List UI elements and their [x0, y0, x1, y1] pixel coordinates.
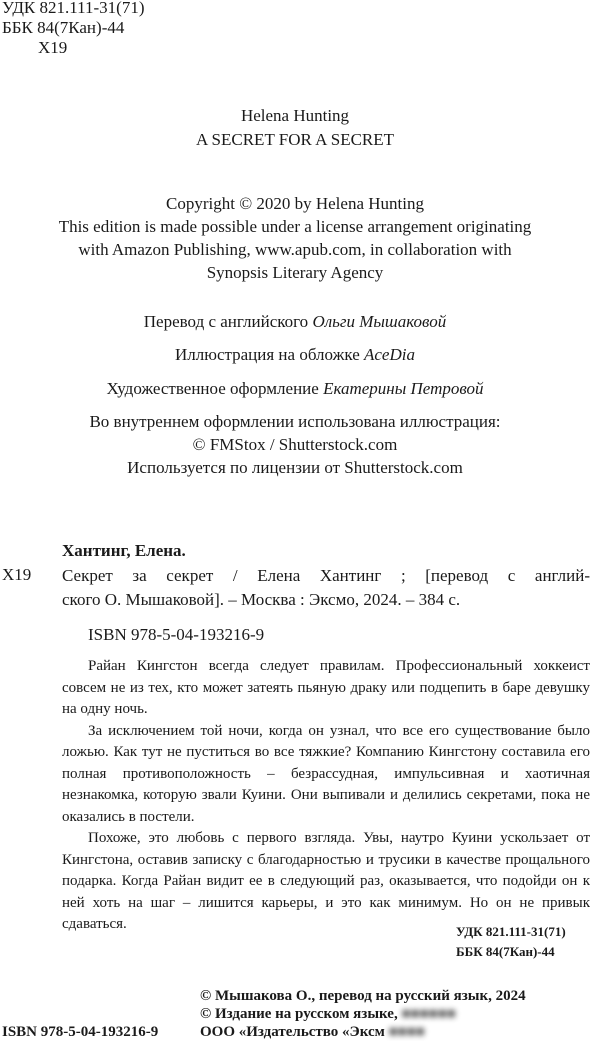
udk-code: УДК 821.111-31(71) [2, 0, 145, 17]
blurred-text: ■■■■■■ [401, 1006, 456, 1022]
original-title: A SECRET FOR A SECRET [195, 130, 395, 149]
copyright-line: Copyright © 2020 by Helena Hunting [166, 194, 424, 213]
original-author: Helena Hunting [240, 106, 350, 125]
bibliographic-record [62, 564, 590, 612]
top-classification-codes [2, 0, 144, 58]
author-cipher: Х19 [38, 38, 68, 57]
bibliography-cipher: Х19 [2, 565, 32, 584]
bbk-code-bottom: ББК 84(7Кан)-44 [456, 944, 555, 959]
bibliography-line: ского О. Мышаковой]. – Москва : Эксмо, 2024. – 384 с. [62, 590, 461, 609]
design-label: Художественное оформление [106, 379, 319, 398]
rights-line: © Мышакова О., перевод на русский язык, 2024 [200, 988, 526, 1004]
copyright-line: Synopsis Literary Agency [206, 263, 384, 282]
cover-credit [0, 343, 590, 367]
bibliography-author: Хантинг, Елена. [62, 541, 186, 560]
original-title-block [0, 104, 590, 152]
copyright-line: with Amazon Publishing, www.apub.com, in collaboration with [78, 240, 512, 259]
bbk-code: ББК 84(7Кан)-44 [2, 18, 125, 37]
illustration-note [0, 410, 590, 479]
design-credit [0, 377, 590, 401]
rights-text: © Издание на русском языке, [200, 1006, 398, 1022]
cover-artist-name: AceDia [364, 345, 415, 364]
bibliography-isbn: ISBN 978-5-04-193216-9 [88, 625, 265, 644]
annotation [62, 656, 590, 936]
annotation-paragraph: Райан Кингстон всегда следует правилам. Профессиональный хоккеист совсем не из тех, кто может затеять пьяную драку или подцепить в баре девушку на одну ночь. [62, 658, 590, 717]
translation-credit [0, 310, 590, 334]
copyright-block [0, 192, 590, 284]
blurred-text: ■■■■ [388, 1024, 425, 1040]
rights-line [200, 1023, 526, 1041]
isbn-bottom: ISBN 978-5-04-193216-9 [2, 1024, 159, 1040]
cover-label: Иллюстрация на обложке [175, 345, 360, 364]
illustration-line: Используется по лицензии от Shutterstock.com [127, 458, 463, 477]
udk-code-bottom: УДК 821.111-31(71) [456, 924, 566, 939]
rights-line [200, 1005, 526, 1023]
copyright-line: This edition is made possible under a license arrangement originating [58, 217, 532, 236]
designer-name: Екатерины Петровой [323, 379, 484, 398]
annotation-paragraph: Похоже, это любовь с первого взгляда. Увы, наутро Куини ускользает от Кингстона, оставив записку с благодарностью и трусики в качестве прощального подарка. Когда Райан видит ее в следующий раз, оказывается, что подойди он к ней хоть на шаг – лишится карьеры, и это как минимум. Но он не привык сдаваться. [62, 830, 590, 932]
bottom-classification-codes [456, 922, 566, 962]
bibliography-line: Секрет за секрет / Елена Хантинг ; [перевод с англий- [62, 566, 590, 585]
illustration-line: © FMStox / Shutterstock.com [192, 435, 398, 454]
rights-block [200, 987, 526, 1041]
rights-text: ООО «Издательство «Эксм [200, 1024, 385, 1040]
annotation-paragraph: За исключением той ночи, когда он узнал, что все его существование было ложью. Как тут не пуститься во все тяжкие? Компанию Кингстону составила его полная противоположность – безрассудная, импульсивная и хаотичная незнакомка, которую звали Куини. Они выпивали и делились секретами, пока не оказались в постели. [62, 722, 590, 825]
translator-name: Ольги Мышаковой [312, 312, 447, 331]
illustration-line: Во внутреннем оформлении использована иллюстрация: [89, 412, 501, 431]
translation-label: Перевод с английского [143, 312, 309, 331]
